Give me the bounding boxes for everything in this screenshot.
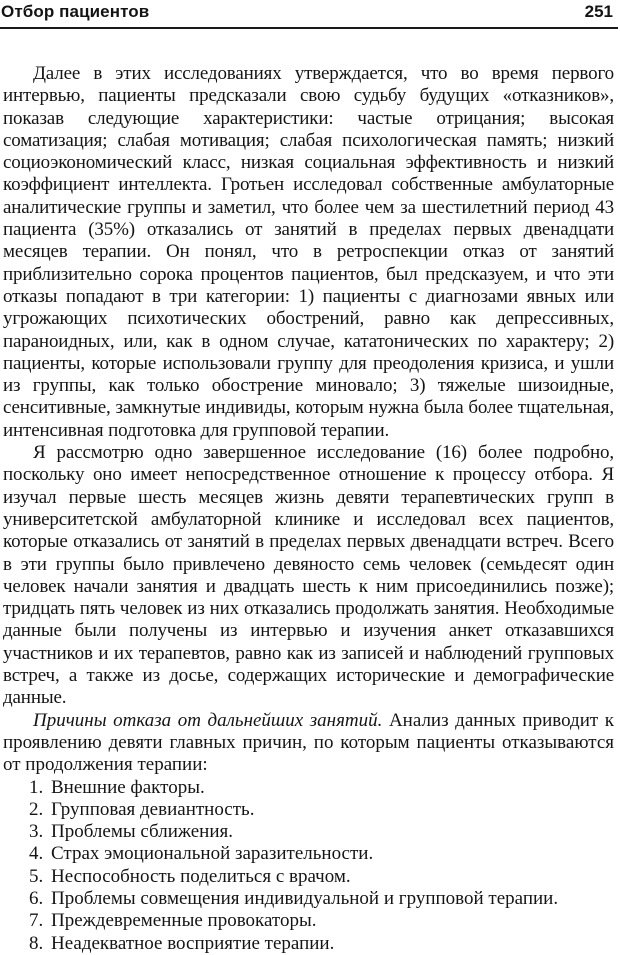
list-item-number: 8. (29, 932, 44, 954)
list-item (3, 866, 614, 888)
list-item (3, 843, 614, 865)
list-item-number: 7. (29, 910, 44, 932)
body-text (3, 63, 614, 955)
list-item (3, 821, 614, 843)
header-rule (0, 27, 618, 29)
page-number: 251 (584, 2, 613, 21)
list-item-number: 3. (29, 821, 44, 843)
list-item-text: Внешние факторы. (51, 776, 205, 798)
list-item-text: Страх эмоциональной заразительности. (51, 843, 374, 865)
paragraph-3-text: Анализ данных приводит к проявлению девяти главных причин, по которым пациенты отказываются от продолжения терапии: (3, 709, 614, 776)
list-item-text: Проблемы сближения. (51, 821, 234, 843)
list-item-number: 4. (29, 843, 44, 865)
list-item-number: 2. (29, 798, 44, 820)
list-item-number: 6. (29, 887, 44, 909)
paragraph-1: Далее в этих исследованиях утверждается, что во время первого интервью, пациенты предсказали свою судьбу будущих «отказников», показав следующие характеристики: частые отрицания; высокая соматизация; слабая мотивация; слабая психологическая память; низкий социоэкономический класс, низкая социальная эффективность и низкий коэффициент интеллекта. Гротьен исследовал собственные амбулаторные аналитические группы и заметил, что более чем за шестилетний период 43 пациента (35%) отказались от занятий в пределах первых двенадцати месяцев терапии. Он понял, что в ретроспекции отказ от занятий приблизительно сорока процентов пациентов, был предсказуем, и что эти отказы попадают в три категории: 1) пациенты с диагнозами явных или угрожающих психотических обострений, равно как депрессивных, параноидных, или, как в одном случае, кататонических по характеру; 2) пациенты, которые использовали группу для преодоления кризиса, и ушли из группы, как только обострение миновало; 3) тяжелые шизоидные, сенситивные, замкнутые индивиды, которым нужна была более тщательная, интенсивная подготовка для групповой терапии. (3, 63, 614, 441)
list-item-number: 1. (29, 776, 44, 798)
list-item-number: 5. (29, 865, 44, 887)
paragraph-2: Я рассмотрю одно завершенное исследование (16) более подробно, поскольку оно имеет непосредственное отношение к процессу отбора. Я изучал первые шесть месяцев жизнь девяти терапевтических групп в университетской амбулаторной клинике и исследовал всех пациентов, которые отказались от занятий в пределах первых двенадцати встреч. Всего в эти группы было привлечено девяносто семь человек (семьдесят один человек начали занятия и двадцать шесть к ним присоединились позже); тридцать пять человек из них отказались продолжать занятия. Необходимые данные были получены из интервью и изучения анкет отказавшихся участников и их терапевтов, равно как из записей и наблюдений групповых встреч, а также из досье, содержащих исторические и демографические данные. (3, 442, 614, 709)
list-item-text: Неспособность поделиться с врачом. (51, 865, 351, 887)
run-in-heading: Причины отказа от дальнейших занятий. (33, 709, 383, 731)
list-item (3, 933, 614, 955)
chapter-title: Отбор пациентов (1, 2, 150, 21)
list-item-text: Неадекватное восприятие терапии. (51, 932, 335, 954)
list-item (3, 799, 614, 821)
paragraph-3 (3, 710, 614, 777)
running-header (0, 0, 620, 30)
list-item-text: Групповая девиантность. (51, 798, 255, 820)
list-item (3, 888, 614, 910)
reasons-list (3, 777, 614, 955)
list-item (3, 910, 614, 932)
list-item-text: Преждевременные провокаторы. (51, 910, 317, 932)
list-item-text: Проблемы совмещения индивидуальной и групповой терапии. (51, 887, 559, 909)
list-item (3, 777, 614, 799)
